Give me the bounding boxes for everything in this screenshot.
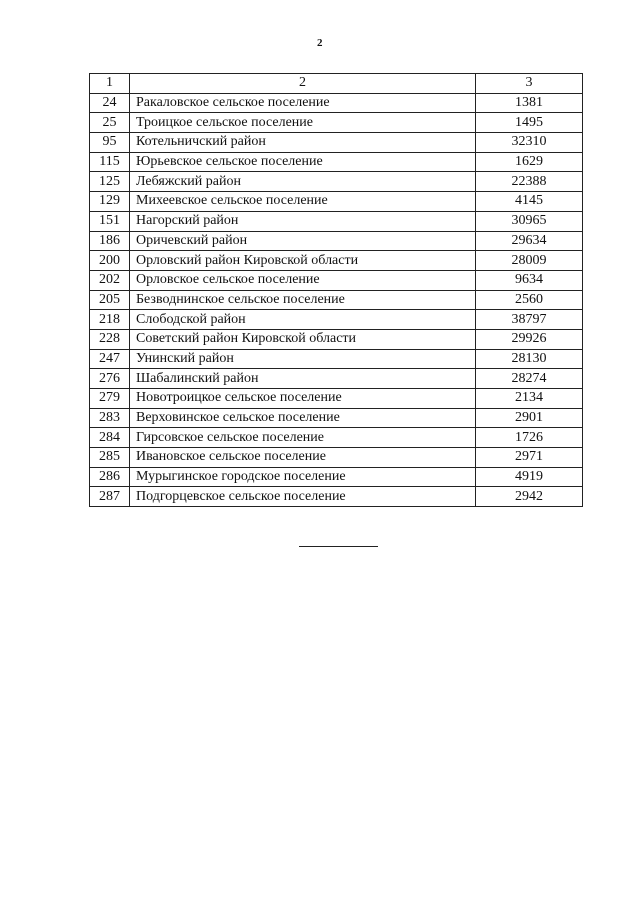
row-name-cell: Лебяжский район <box>130 172 476 192</box>
table-row <box>90 448 583 468</box>
data-table <box>89 73 583 507</box>
row-number-cell: 285 <box>90 448 130 468</box>
row-value-cell: 22388 <box>476 172 583 192</box>
page-number: 2 <box>317 37 323 49</box>
row-name-cell: Мурыгинское городское поселение <box>130 467 476 487</box>
row-value-cell: 30965 <box>476 211 583 231</box>
table-row <box>90 369 583 389</box>
table-row <box>90 487 583 507</box>
row-value-cell: 9634 <box>476 270 583 290</box>
row-value-cell: 32310 <box>476 133 583 153</box>
column-header-2: 2 <box>130 74 476 94</box>
row-name-cell: Орловское сельское поселение <box>130 270 476 290</box>
table-row <box>90 93 583 113</box>
table-row <box>90 172 583 192</box>
row-name-cell: Нагорский район <box>130 211 476 231</box>
table-row <box>90 349 583 369</box>
column-header-1: 1 <box>90 74 130 94</box>
table-row <box>90 467 583 487</box>
row-name-cell: Советский район Кировской области <box>130 329 476 349</box>
table-row <box>90 270 583 290</box>
row-name-cell: Котельничский район <box>130 133 476 153</box>
row-value-cell: 2560 <box>476 290 583 310</box>
row-number-cell: 202 <box>90 270 130 290</box>
row-number-cell: 205 <box>90 290 130 310</box>
row-number-cell: 287 <box>90 487 130 507</box>
row-name-cell: Ракаловское сельское поселение <box>130 93 476 113</box>
row-number-cell: 200 <box>90 251 130 271</box>
table-row <box>90 113 583 133</box>
row-value-cell: 28274 <box>476 369 583 389</box>
row-number-cell: 228 <box>90 329 130 349</box>
table-row <box>90 211 583 231</box>
row-name-cell: Михеевское сельское поселение <box>130 192 476 212</box>
row-number-cell: 186 <box>90 231 130 251</box>
row-number-cell: 115 <box>90 152 130 172</box>
table-row <box>90 310 583 330</box>
row-name-cell: Новотроицкое сельское поселение <box>130 389 476 409</box>
table-row <box>90 251 583 271</box>
row-value-cell: 1726 <box>476 428 583 448</box>
row-value-cell: 1495 <box>476 113 583 133</box>
row-value-cell: 1381 <box>476 93 583 113</box>
row-value-cell: 29634 <box>476 231 583 251</box>
row-name-cell: Троицкое сельское поселение <box>130 113 476 133</box>
table-header-row <box>90 74 583 94</box>
row-name-cell: Подгорцевское сельское поселение <box>130 487 476 507</box>
row-value-cell: 2134 <box>476 389 583 409</box>
row-name-cell: Слободской район <box>130 310 476 330</box>
row-number-cell: 95 <box>90 133 130 153</box>
row-name-cell: Юрьевское сельское поселение <box>130 152 476 172</box>
row-value-cell: 28130 <box>476 349 583 369</box>
table-body <box>90 74 583 507</box>
table-row <box>90 428 583 448</box>
row-number-cell: 284 <box>90 428 130 448</box>
row-name-cell: Верховинское сельское поселение <box>130 408 476 428</box>
row-name-cell: Оричевский район <box>130 231 476 251</box>
row-value-cell: 2942 <box>476 487 583 507</box>
row-value-cell: 2901 <box>476 408 583 428</box>
row-number-cell: 129 <box>90 192 130 212</box>
table-row <box>90 152 583 172</box>
row-number-cell: 283 <box>90 408 130 428</box>
row-number-cell: 276 <box>90 369 130 389</box>
row-number-cell: 25 <box>90 113 130 133</box>
row-number-cell: 247 <box>90 349 130 369</box>
row-value-cell: 1629 <box>476 152 583 172</box>
row-number-cell: 125 <box>90 172 130 192</box>
table-row <box>90 329 583 349</box>
row-value-cell: 29926 <box>476 329 583 349</box>
row-number-cell: 24 <box>90 93 130 113</box>
row-value-cell: 28009 <box>476 251 583 271</box>
row-name-cell: Шабалинский район <box>130 369 476 389</box>
column-header-3: 3 <box>476 74 583 94</box>
table-row <box>90 231 583 251</box>
row-value-cell: 2971 <box>476 448 583 468</box>
closing-line <box>299 546 378 547</box>
row-number-cell: 279 <box>90 389 130 409</box>
table-row <box>90 408 583 428</box>
row-name-cell: Ивановское сельское поселение <box>130 448 476 468</box>
row-number-cell: 286 <box>90 467 130 487</box>
row-number-cell: 151 <box>90 211 130 231</box>
row-value-cell: 4919 <box>476 467 583 487</box>
row-name-cell: Орловский район Кировской области <box>130 251 476 271</box>
row-name-cell: Гирсовское сельское поселение <box>130 428 476 448</box>
row-number-cell: 218 <box>90 310 130 330</box>
row-value-cell: 38797 <box>476 310 583 330</box>
table-row <box>90 192 583 212</box>
row-value-cell: 4145 <box>476 192 583 212</box>
row-name-cell: Безводнинское сельское поселение <box>130 290 476 310</box>
table-row <box>90 389 583 409</box>
row-name-cell: Унинский район <box>130 349 476 369</box>
table-row <box>90 133 583 153</box>
table-row <box>90 290 583 310</box>
